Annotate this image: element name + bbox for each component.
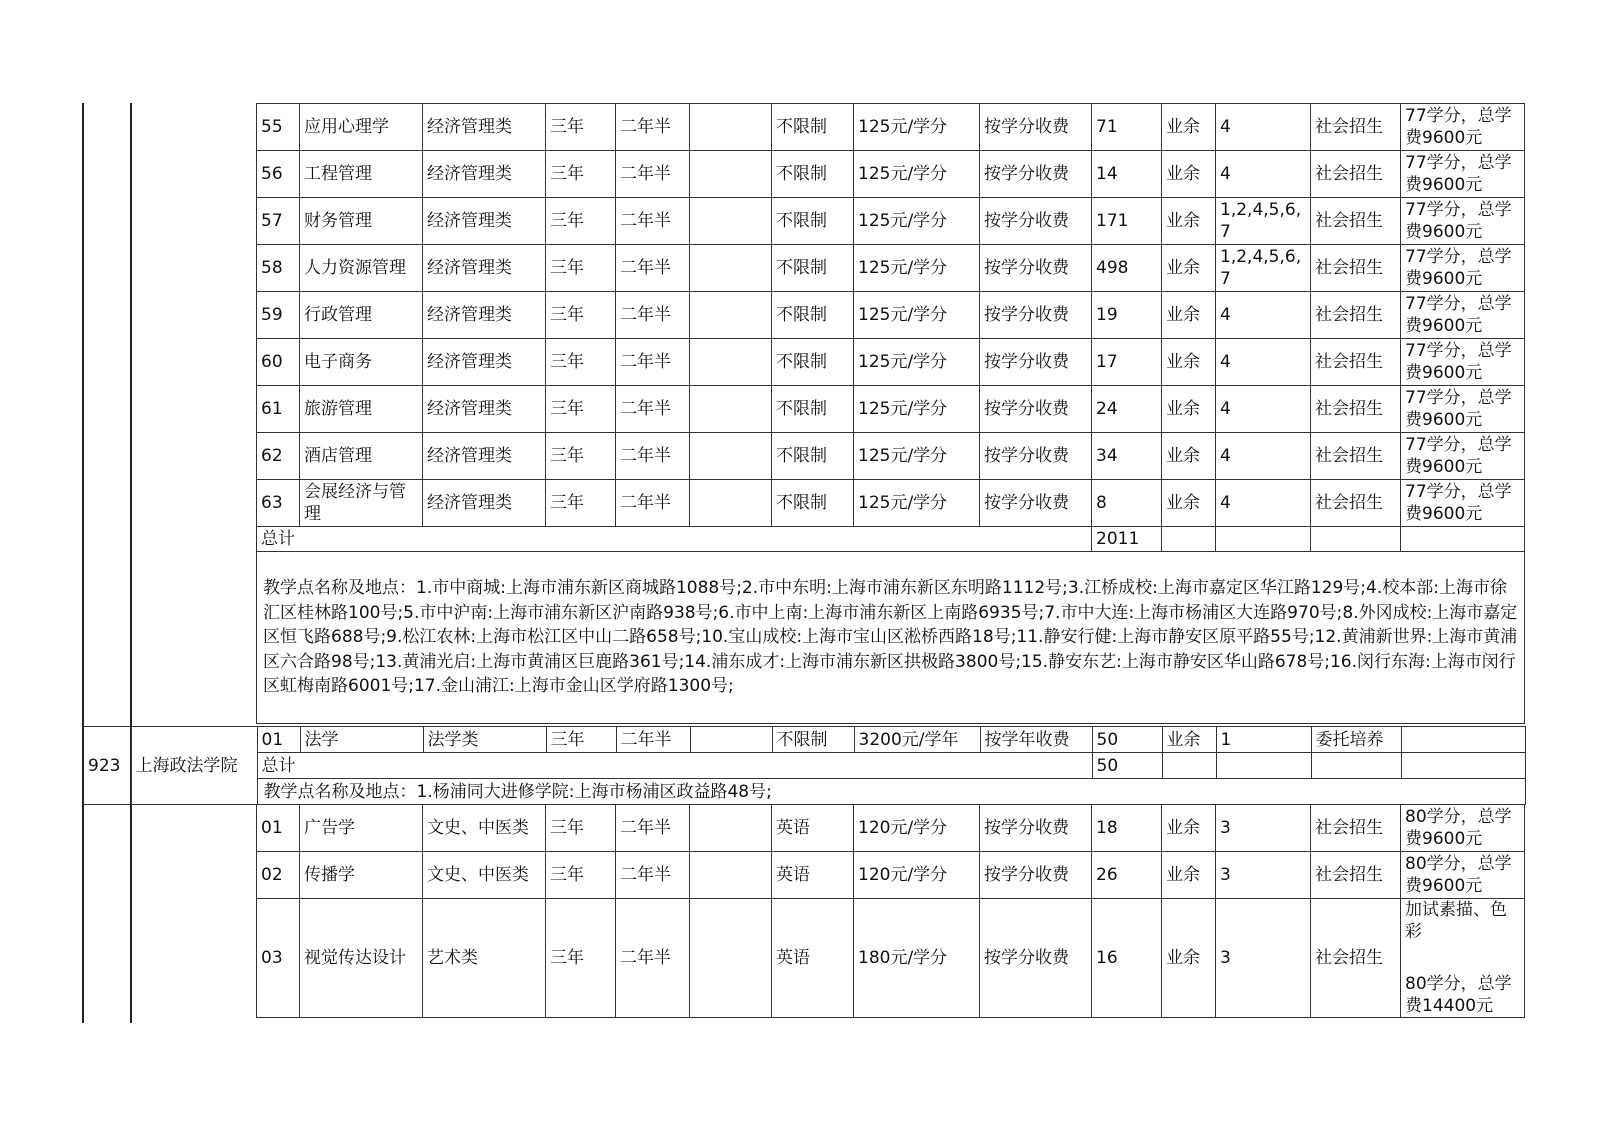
cell-duration: 三年	[546, 727, 616, 753]
cell-min-duration: 二年半	[616, 104, 690, 151]
cell-enroll-type: 社会招生	[1311, 198, 1401, 245]
cell-quota: 18	[1092, 805, 1162, 852]
table-row	[257, 104, 1525, 151]
cell-blank	[690, 805, 772, 852]
cell-fee-method: 按学分收费	[980, 198, 1092, 245]
cell-min-duration: 二年半	[616, 151, 690, 198]
cell-duration: 三年	[546, 292, 616, 339]
cell-enroll-type: 社会招生	[1311, 245, 1401, 292]
remark-gap	[1405, 943, 1520, 973]
cell-study-mode: 业余	[1162, 386, 1216, 433]
cell-major: 旅游管理	[300, 386, 423, 433]
cell-sites: 4	[1216, 339, 1311, 386]
cell-blank	[690, 104, 772, 151]
table-row	[257, 433, 1525, 480]
cell-study-mode: 业余	[1162, 899, 1216, 1018]
table-row	[257, 245, 1525, 292]
cell-blank	[1401, 753, 1525, 779]
cell-enroll-type: 社会招生	[1311, 292, 1401, 339]
cell-fee-method: 按学分收费	[980, 151, 1092, 198]
cell-no: 61	[257, 386, 300, 433]
cell-fee: 125元/学分	[854, 104, 980, 151]
cell-category: 经济管理类	[423, 433, 546, 480]
cell-no: 59	[257, 292, 300, 339]
cell-fee: 125元/学分	[854, 151, 980, 198]
cell-language: 不限制	[772, 339, 854, 386]
cell-fee-method: 按学分收费	[980, 104, 1092, 151]
cell-fee: 125元/学分	[854, 198, 980, 245]
cell-major: 法学	[300, 727, 423, 753]
institution-923-block	[82, 726, 1526, 805]
cell-sites: 3	[1216, 899, 1311, 1018]
cell-major: 行政管理	[300, 292, 423, 339]
cell-blank	[690, 292, 772, 339]
cell-remark: 77学分，总学费9600元	[1401, 245, 1525, 292]
cell-duration: 三年	[546, 151, 616, 198]
cell-fee: 3200元/学年	[854, 727, 980, 753]
program-table-section-3	[256, 804, 1525, 1018]
cell-blank	[690, 727, 772, 753]
institution-name: 上海政法学院	[131, 727, 257, 805]
cell-no: 58	[257, 245, 300, 292]
cell-major: 财务管理	[300, 198, 423, 245]
cell-blank	[690, 198, 772, 245]
cell-blank	[690, 433, 772, 480]
cell-no: 55	[257, 104, 300, 151]
cell-duration: 三年	[546, 104, 616, 151]
cell-quota: 17	[1092, 339, 1162, 386]
total-row	[257, 527, 1525, 552]
cell-major: 人力资源管理	[300, 245, 423, 292]
cell-min-duration: 二年半	[616, 198, 690, 245]
cell-blank	[690, 245, 772, 292]
cell-fee: 125元/学分	[854, 433, 980, 480]
cell-min-duration: 二年半	[616, 245, 690, 292]
table-row	[257, 805, 1525, 852]
cell-enroll-type: 社会招生	[1311, 339, 1401, 386]
cell-language: 不限制	[772, 104, 854, 151]
cell-major: 视觉传达设计	[300, 899, 423, 1018]
cell-fee: 180元/学分	[854, 899, 980, 1018]
cell-duration: 三年	[546, 386, 616, 433]
cell-category: 经济管理类	[423, 151, 546, 198]
cell-major: 应用心理学	[300, 104, 423, 151]
cell-fee: 125元/学分	[854, 339, 980, 386]
cell-study-mode: 业余	[1162, 151, 1216, 198]
cell-blank	[1216, 527, 1311, 552]
cell-enroll-type: 社会招生	[1311, 480, 1401, 527]
cell-min-duration: 二年半	[616, 433, 690, 480]
cell-min-duration: 二年半	[616, 899, 690, 1018]
cell-quota: 26	[1092, 852, 1162, 899]
cell-study-mode: 业余	[1162, 480, 1216, 527]
cell-language: 不限制	[772, 433, 854, 480]
cell-fee: 125元/学分	[854, 480, 980, 527]
cell-sites: 4	[1216, 151, 1311, 198]
cell-remark: 77学分，总学费9600元	[1401, 198, 1525, 245]
cell-sites: 1	[1216, 727, 1311, 753]
cell-language: 不限制	[772, 151, 854, 198]
cell-major: 酒店管理	[300, 433, 423, 480]
cell-sites: 1,2,4,5,6,7	[1216, 198, 1311, 245]
cell-fee: 120元/学分	[854, 805, 980, 852]
cell-quota: 14	[1092, 151, 1162, 198]
cell-no: 01	[257, 727, 300, 753]
cell-duration: 三年	[546, 339, 616, 386]
cell-category: 经济管理类	[423, 292, 546, 339]
cell-language: 英语	[772, 805, 854, 852]
total-row	[83, 753, 1525, 779]
total-value: 2011	[1092, 527, 1162, 552]
table-row	[257, 386, 1525, 433]
table-row	[257, 899, 1525, 1018]
cell-language: 英语	[772, 899, 854, 1018]
cell-quota: 171	[1092, 198, 1162, 245]
cell-remark: 77学分，总学费9600元	[1401, 480, 1525, 527]
cell-min-duration: 二年半	[616, 339, 690, 386]
cell-quota: 24	[1092, 386, 1162, 433]
cell-no: 63	[257, 480, 300, 527]
cell-major: 传播学	[300, 852, 423, 899]
cell-no: 57	[257, 198, 300, 245]
cell-language: 不限制	[772, 727, 854, 753]
cell-study-mode: 业余	[1162, 339, 1216, 386]
cell-language: 英语	[772, 852, 854, 899]
table-row	[257, 198, 1525, 245]
cell-quota: 498	[1092, 245, 1162, 292]
cell-sites: 4	[1216, 104, 1311, 151]
cell-language: 不限制	[772, 292, 854, 339]
cell-fee: 120元/学分	[854, 852, 980, 899]
teaching-sites-note: 教学点名称及地点：1.市中商城:上海市浦东新区商城路1088号;2.市中东明:上海市浦东新区东明路1112号;3.江桥成校:上海市嘉定区华江路129号;4.校本部:上海市徐汇区桂林路100号;5.市中沪南:上海市浦东新区沪南路938号;6.市中上南:上海市浦东新区上南路6935号;7.市中大连:上海市杨浦区大连路970号;8.外冈成校:上海市嘉定区恒飞路688号;9.松江农林:上海市松江区中山二路658号;10.宝山成校:上海市宝山区淞桥西路18号;11.静安行健:上海市静安区原平路55号;12.黄浦新世界:上海市黄浦区六合路98号;13.黄浦光启:上海市黄浦区巨鹿路361号;14.浦东成才:上海市浦东新区拱极路3800号;15.静安东艺:上海市静安区华山路678号;16.闵行东海:上海市闵行区虹梅南路6001号;17.金山浦江:上海市金山区学府路1300号;	[257, 552, 1525, 724]
cell-quota: 16	[1092, 899, 1162, 1018]
cell-remark: 80学分，总学费9600元	[1401, 805, 1525, 852]
cell-blank	[1311, 527, 1401, 552]
cell-study-mode: 业余	[1162, 852, 1216, 899]
cell-fee-method: 按学分收费	[980, 339, 1092, 386]
cell-quota: 8	[1092, 480, 1162, 527]
cell-enroll-type: 社会招生	[1311, 899, 1401, 1018]
cell-category: 法学类	[423, 727, 546, 753]
cell-remark: 77学分，总学费9600元	[1401, 339, 1525, 386]
total-label: 总计	[257, 753, 1092, 779]
table-row	[257, 292, 1525, 339]
cell-min-duration: 二年半	[616, 805, 690, 852]
cell-category: 经济管理类	[423, 480, 546, 527]
cell-category: 文史、中医类	[423, 805, 546, 852]
cell-study-mode: 业余	[1162, 245, 1216, 292]
cell-enroll-type: 委托培养	[1311, 727, 1401, 753]
cell-fee: 125元/学分	[854, 292, 980, 339]
cell-blank	[690, 339, 772, 386]
cell-no: 02	[257, 852, 300, 899]
cell-remark: 77学分，总学费9600元	[1401, 151, 1525, 198]
remark-main: 80学分，总学费14400元	[1405, 974, 1512, 1016]
cell-category: 经济管理类	[423, 245, 546, 292]
cell-language: 不限制	[772, 480, 854, 527]
cell-fee-method: 按学分收费	[980, 805, 1092, 852]
cell-remark	[1401, 727, 1525, 753]
cell-duration: 三年	[546, 805, 616, 852]
cell-remark: 80学分，总学费9600元	[1401, 852, 1525, 899]
table-row	[257, 852, 1525, 899]
teaching-sites-note: 教学点名称及地点：1.杨浦同大进修学院:上海市杨浦区政益路48号;	[257, 779, 1525, 805]
cell-duration: 三年	[546, 245, 616, 292]
cell-duration: 三年	[546, 480, 616, 527]
cell-category: 经济管理类	[423, 386, 546, 433]
cell-no: 56	[257, 151, 300, 198]
cell-min-duration: 二年半	[616, 480, 690, 527]
cell-fee-method: 按学分收费	[980, 480, 1092, 527]
cell-min-duration: 二年半	[616, 727, 690, 753]
cell-no: 60	[257, 339, 300, 386]
cell-category: 艺术类	[423, 899, 546, 1018]
cell-study-mode: 业余	[1162, 805, 1216, 852]
cell-category: 经济管理类	[423, 198, 546, 245]
cell-remark: 77学分，总学费9600元	[1401, 386, 1525, 433]
cell-remark: 77学分，总学费9600元	[1401, 433, 1525, 480]
institution-code: 923	[83, 727, 131, 805]
cell-min-duration: 二年半	[616, 292, 690, 339]
total-value: 50	[1092, 753, 1162, 779]
cell-no: 62	[257, 433, 300, 480]
total-label: 总计	[257, 527, 1092, 552]
cell-quota: 34	[1092, 433, 1162, 480]
cell-sites: 3	[1216, 852, 1311, 899]
cell-language: 不限制	[772, 245, 854, 292]
cell-fee-method: 按学年收费	[980, 727, 1092, 753]
cell-fee-method: 按学分收费	[980, 852, 1092, 899]
cell-duration: 三年	[546, 433, 616, 480]
cell-quota: 50	[1092, 727, 1162, 753]
cell-enroll-type: 社会招生	[1311, 104, 1401, 151]
table-row	[257, 480, 1525, 527]
cell-category: 经济管理类	[423, 104, 546, 151]
cell-fee-method: 按学分收费	[980, 245, 1092, 292]
cell-min-duration: 二年半	[616, 386, 690, 433]
cell-sites: 4	[1216, 292, 1311, 339]
remark-extra: 加试素描、色彩	[1405, 900, 1507, 942]
cell-sites: 1,2,4,5,6,7	[1216, 245, 1311, 292]
cell-blank	[690, 852, 772, 899]
sites-row	[83, 779, 1525, 805]
cell-enroll-type: 社会招生	[1311, 433, 1401, 480]
cell-fee-method: 按学分收费	[980, 386, 1092, 433]
cell-blank	[690, 480, 772, 527]
cell-sites: 4	[1216, 480, 1311, 527]
cell-blank	[690, 151, 772, 198]
cell-remark: 77学分，总学费9600元	[1401, 104, 1525, 151]
table-row	[257, 339, 1525, 386]
table-row	[83, 727, 1525, 753]
cell-enroll-type: 社会招生	[1311, 151, 1401, 198]
cell-duration: 三年	[546, 852, 616, 899]
cell-enroll-type: 社会招生	[1311, 386, 1401, 433]
cell-fee: 125元/学分	[854, 245, 980, 292]
cell-blank	[1162, 527, 1216, 552]
outer-left-border	[82, 103, 84, 1023]
cell-remark	[1401, 899, 1525, 1018]
cell-min-duration: 二年半	[616, 852, 690, 899]
program-table-section-1	[256, 103, 1525, 724]
cell-sites: 4	[1216, 433, 1311, 480]
cell-fee: 125元/学分	[854, 386, 980, 433]
cell-blank	[1216, 753, 1311, 779]
table-row	[257, 151, 1525, 198]
cell-study-mode: 业余	[1162, 198, 1216, 245]
cell-blank	[1162, 753, 1216, 779]
cell-enroll-type: 社会招生	[1311, 805, 1401, 852]
cell-fee-method: 按学分收费	[980, 292, 1092, 339]
cell-major: 电子商务	[300, 339, 423, 386]
cell-enroll-type: 社会招生	[1311, 852, 1401, 899]
cell-no: 03	[257, 899, 300, 1018]
cell-no: 01	[257, 805, 300, 852]
cell-category: 经济管理类	[423, 339, 546, 386]
cell-quota: 71	[1092, 104, 1162, 151]
cell-study-mode: 业余	[1162, 104, 1216, 151]
cell-category: 文史、中医类	[423, 852, 546, 899]
cell-blank	[1401, 527, 1525, 552]
cell-fee-method: 按学分收费	[980, 433, 1092, 480]
cell-blank	[690, 386, 772, 433]
cell-language: 不限制	[772, 386, 854, 433]
cell-sites: 4	[1216, 386, 1311, 433]
cell-major: 会展经济与管理	[300, 480, 423, 527]
cell-duration: 三年	[546, 899, 616, 1018]
cell-study-mode: 业余	[1162, 433, 1216, 480]
cell-study-mode: 业余	[1162, 292, 1216, 339]
cell-major: 工程管理	[300, 151, 423, 198]
sites-row	[257, 552, 1525, 724]
cell-study-mode: 业余	[1162, 727, 1216, 753]
cell-blank	[690, 899, 772, 1018]
cell-fee-method: 按学分收费	[980, 899, 1092, 1018]
cell-blank	[1311, 753, 1401, 779]
outer-col-divider	[130, 103, 132, 1023]
cell-language: 不限制	[772, 198, 854, 245]
cell-remark: 77学分，总学费9600元	[1401, 292, 1525, 339]
cell-sites: 3	[1216, 805, 1311, 852]
cell-duration: 三年	[546, 198, 616, 245]
cell-major: 广告学	[300, 805, 423, 852]
cell-quota: 19	[1092, 292, 1162, 339]
